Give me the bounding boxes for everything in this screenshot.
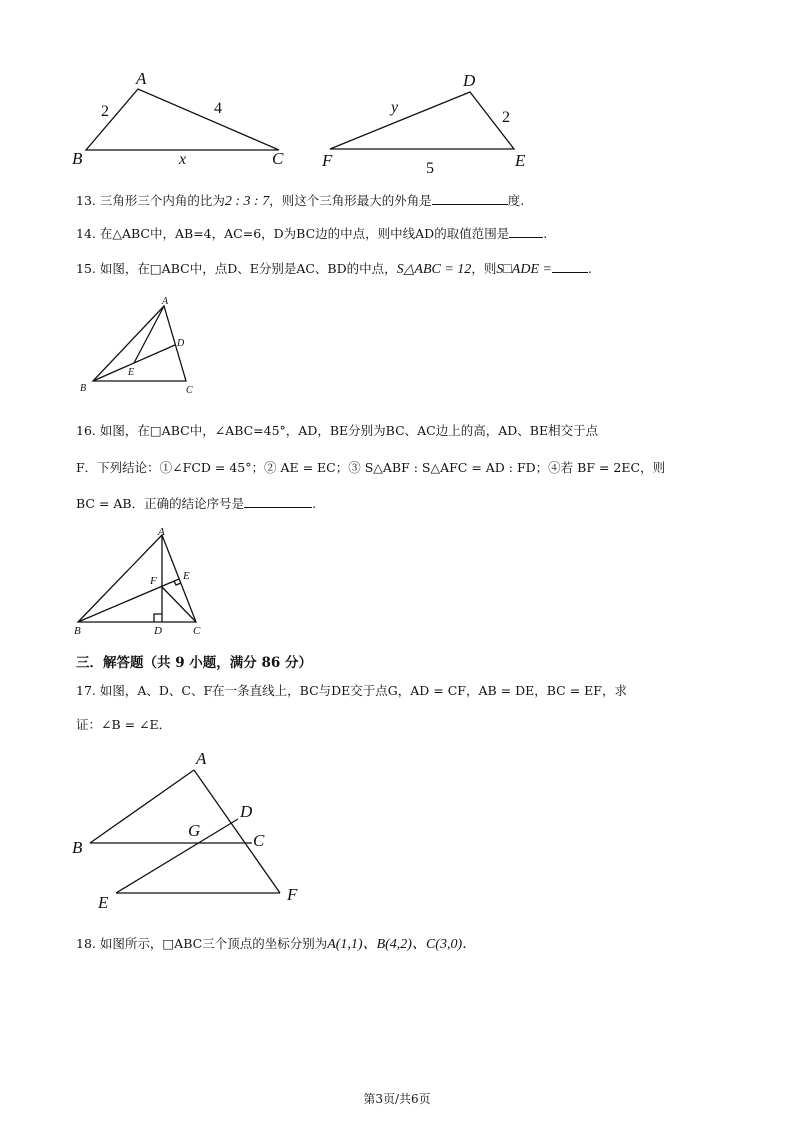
label-a: A	[136, 69, 147, 88]
right-angle-mark-d	[154, 614, 162, 622]
q15-suffix: .	[587, 261, 592, 276]
label-f: F	[322, 151, 333, 170]
q15-number: 15.	[76, 261, 96, 276]
triangle-abc-q15	[93, 306, 186, 381]
side-fe-length: 5	[426, 160, 434, 177]
section-heading-solve	[76, 651, 312, 671]
q16-line1: 如图，在□ABC中，∠ABC=45°，AD，BE分别为BC、AC边上的高，AD、BE相交于点	[99, 423, 599, 438]
q15-label-e: E	[128, 367, 135, 378]
question-17-line-2	[76, 716, 171, 734]
figure-q17	[70, 745, 310, 915]
q17-label-c: C	[253, 831, 265, 850]
q14-answer-blank[interactable]	[509, 225, 543, 238]
q17-label-e: E	[98, 893, 109, 912]
triangle-abc-q16	[78, 535, 196, 622]
q13-suffix: 度.	[507, 193, 525, 208]
segment-fc	[162, 587, 196, 622]
q15-text: 如图，在□ABC中，点D、E分别是AC、BD的中点，	[99, 261, 397, 276]
q16-suffix: .	[312, 496, 317, 511]
q16-line2: F．下列结论：①∠FCD = 45°；② AE = EC；③ S△ABF : S△AFC = AD : FD；④若 BF = 2EC，则	[76, 460, 666, 475]
q14-suffix: .	[543, 226, 548, 241]
q13-text2: ，则这个三角形最大的外角是	[269, 193, 432, 208]
q17-label-g: G	[188, 821, 201, 840]
side-fd-length: y	[391, 99, 399, 116]
q14-text: 在△ABC中，AB=4，AC=6，D为BC边的中点，则中线AD的取值范围是	[99, 226, 510, 241]
q17-label-b: B	[72, 838, 83, 857]
question-14	[76, 225, 547, 243]
q13-ratio: 2 : 3 : 7	[224, 194, 270, 209]
segment-ed	[116, 819, 238, 893]
triangle-abc	[86, 89, 279, 150]
figure-two-triangles	[60, 60, 540, 180]
figure-q15	[76, 296, 206, 396]
q18-number: 18.	[76, 936, 96, 951]
question-15	[76, 260, 592, 279]
q13-number: 13.	[76, 193, 96, 208]
side-ab-length: 2	[101, 103, 109, 120]
label-e: E	[515, 151, 526, 170]
q13-answer-blank[interactable]	[432, 192, 508, 205]
q13-text: 三角形三个内角的比为	[99, 193, 225, 208]
page-footer	[0, 1090, 794, 1107]
q17-label-a: A	[196, 749, 207, 768]
label-b: B	[72, 149, 83, 168]
label-c: C	[272, 149, 284, 168]
side-ac-length: 4	[214, 100, 222, 117]
q15-area-ask: S□ADE =	[496, 262, 552, 277]
question-16-line-2	[76, 459, 665, 477]
side-bc-length: x	[179, 151, 187, 168]
q15-label-c: C	[186, 385, 193, 396]
q16-label-c: C	[193, 625, 201, 637]
question-16-line-3	[76, 495, 316, 513]
q15-label-d: D	[177, 338, 185, 349]
question-18	[76, 935, 476, 954]
q16-line3: BC = AB．正确的结论序号是	[76, 496, 245, 511]
page-number: 第3页/共6页	[363, 1092, 431, 1106]
q16-label-e: E	[183, 570, 190, 582]
q17-label-d: D	[240, 802, 253, 821]
q16-label-d: D	[154, 625, 162, 637]
segment-ae	[134, 306, 164, 363]
q16-label-f: F	[150, 575, 157, 587]
q18-text: 如图所示，□ABC三个顶点的坐标分别为	[99, 936, 328, 951]
question-13	[76, 192, 524, 211]
question-16-line-1	[76, 422, 598, 440]
q16-label-b: B	[74, 625, 81, 637]
q17-label-f: F	[287, 885, 298, 904]
side-de-length: 2	[502, 109, 510, 126]
q15-area-given: S△ABC = 12	[396, 262, 472, 277]
q17-line1: 如图，A、D、C、F在一条直线上，BC与DE交于点G，AD = CF，AB = DE，BC = EF，求	[99, 683, 627, 698]
q18-coords: A(1,1)、B(4,2)、C(3,0)．	[327, 937, 477, 952]
q15-answer-blank[interactable]	[552, 260, 588, 273]
question-17-line-1	[76, 682, 627, 700]
q16-number: 16.	[76, 423, 96, 438]
figure-q16	[72, 527, 212, 642]
triangle-def	[330, 92, 514, 149]
q16-label-a: A	[158, 526, 165, 538]
q15-label-a: A	[162, 296, 169, 307]
q14-number: 14.	[76, 226, 96, 241]
q17-number: 17.	[76, 683, 96, 698]
q16-answer-blank[interactable]	[244, 495, 312, 508]
segment-ab	[90, 770, 194, 843]
segment-af	[194, 770, 280, 893]
q17-line2: 证：∠B = ∠E．	[76, 717, 172, 732]
section-title: 三．解答题（共 9 小题，满分 86 分）	[76, 655, 312, 671]
altitude-be	[78, 579, 179, 622]
label-d: D	[463, 71, 476, 90]
q15-text2: ，则	[471, 261, 497, 276]
q15-label-b: B	[80, 383, 87, 394]
